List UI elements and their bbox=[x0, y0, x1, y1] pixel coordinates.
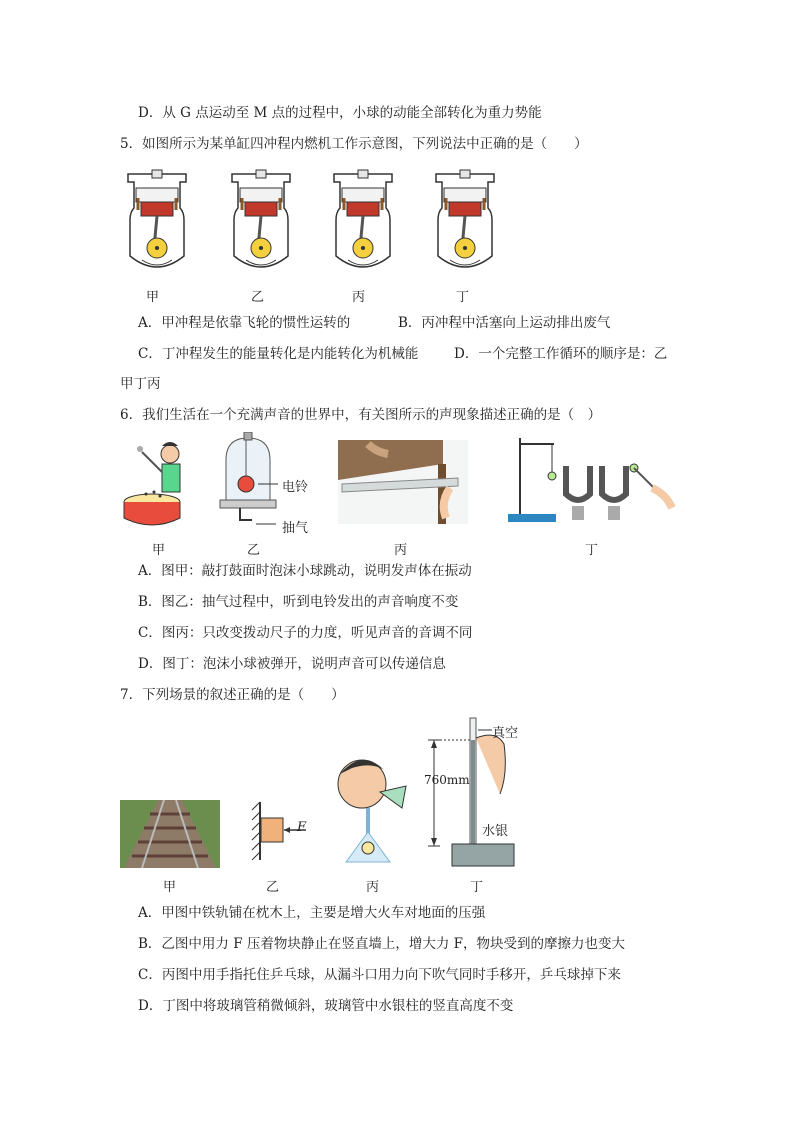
sound-figure-drum bbox=[120, 432, 200, 532]
q7-option-d: D．丁图中将玻璃管稍微倾斜，玻璃管中水银柱的竖直高度不变 bbox=[138, 998, 514, 1014]
q7-caption-ding: 丁 bbox=[470, 880, 484, 895]
q6-caption-bing: 丙 bbox=[394, 543, 408, 558]
label-mercury: 水银 bbox=[482, 824, 509, 839]
q5-caption-ding: 丁 bbox=[456, 290, 470, 305]
sound-figure-ruler bbox=[338, 440, 468, 524]
label-760mm: 760mm bbox=[424, 773, 470, 787]
q7-caption-yi: 乙 bbox=[266, 880, 280, 895]
q6-stem: 6．我们生活在一个充满声音的世界中，有关图所示的声现象描述正确的是（ ） bbox=[120, 407, 602, 423]
q6-option-c: C．图丙：只改变拨动尺子的力度，听见声音的音调不同 bbox=[138, 625, 473, 641]
q4-option-d: D．从 G 点运动至 M 点的过程中，小球的动能全部转化为重力势能 bbox=[138, 105, 542, 121]
engine-stroke-figure bbox=[120, 168, 500, 280]
q5-caption-jia: 甲 bbox=[146, 290, 160, 305]
label-pump: 抽气 bbox=[282, 521, 309, 536]
sound-figure-tuning-fork bbox=[508, 432, 678, 528]
block-wall-figure bbox=[248, 800, 318, 862]
q5-stem: 5．如图所示为某单缸四冲程内燃机工作示意图，下列说法中正确的是（ ） bbox=[120, 136, 588, 152]
q7-caption-bing: 丙 bbox=[366, 880, 380, 895]
label-bell: 电铃 bbox=[282, 480, 309, 495]
funnel-ping-pong-figure bbox=[322, 748, 422, 868]
q6-option-a: A．图甲：敲打鼓面时泡沫小球跳动，说明发声体在振动 bbox=[138, 563, 472, 579]
q7-caption-jia: 甲 bbox=[163, 880, 177, 895]
q6-caption-yi: 乙 bbox=[247, 543, 261, 558]
q6-option-b: B．图乙：抽气过程中，听到电铃发出的声音响度不变 bbox=[138, 594, 459, 610]
q5-caption-yi: 乙 bbox=[251, 290, 265, 305]
q5-caption-bing: 丙 bbox=[352, 290, 366, 305]
q5-option-d-line2: 甲丁丙 bbox=[120, 376, 161, 392]
railway-track-photo bbox=[120, 800, 220, 868]
label-force: F bbox=[297, 820, 307, 835]
q5-option-a: A．甲冲程是依靠飞轮的惯性运转的 bbox=[138, 315, 351, 331]
q5-option-d-line1: D．一个完整工作循环的顺序是：乙 bbox=[454, 346, 668, 362]
q5-option-b: B．丙冲程中活塞向上运动排出废气 bbox=[398, 315, 611, 331]
q7-option-c: C．丙图中用手指托住乒乓球，从漏斗口用力向下吹气同时手移开，乒乓球掉下来 bbox=[138, 967, 621, 983]
q5-option-c: C．丁冲程发生的能量转化是内能转化为机械能 bbox=[138, 346, 419, 362]
q7-option-a: A．甲图中铁轨铺在枕木上，主要是增大火车对地面的压强 bbox=[138, 905, 486, 921]
q6-option-d: D．图丁：泡沫小球被弹开，说明声音可以传递信息 bbox=[138, 656, 446, 672]
label-vacuum: 真空 bbox=[492, 726, 519, 741]
q6-caption-jia: 甲 bbox=[152, 543, 166, 558]
q6-caption-ding: 丁 bbox=[585, 543, 599, 558]
q7-stem: 7．下列场景的叙述正确的是（ ） bbox=[120, 687, 345, 703]
q7-option-b: B．乙图中用力 F 压着物块静止在竖直墙上，增大力 F，物块受到的摩擦力也变大 bbox=[138, 936, 626, 952]
